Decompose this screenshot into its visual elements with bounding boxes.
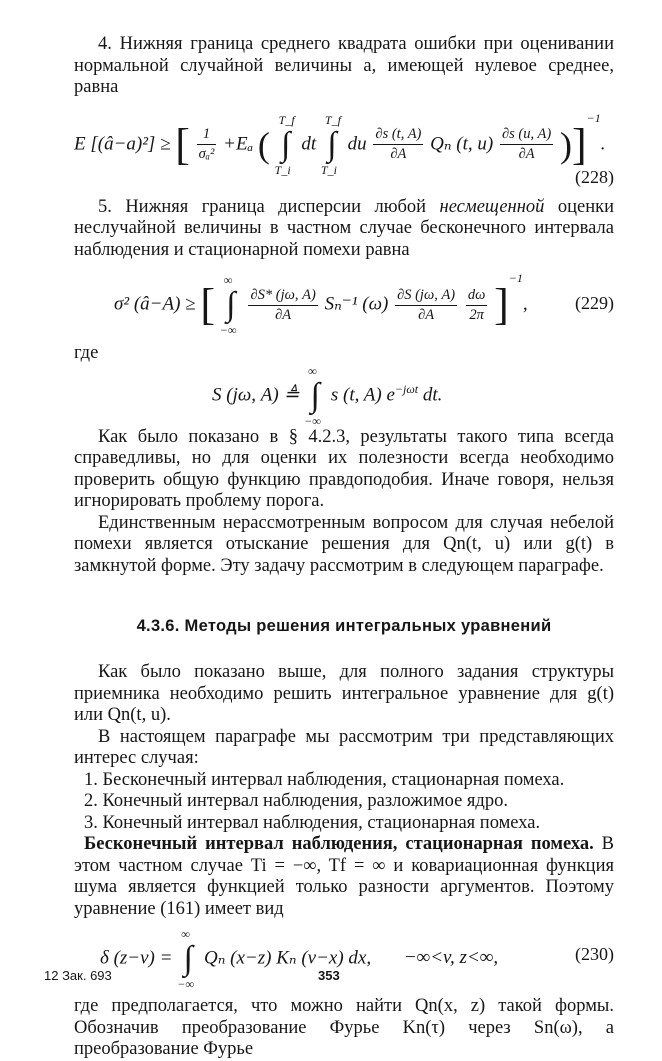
eq228-number: (228): [575, 166, 614, 187]
paragraph-unsolved: Единственным нерассмотренным вопросом для случая небелой помехи является отыскание решения для Qn(t, u) или g(t) в замкнутой форме. Эту задачу рассмотрим в следующем параграфе.: [74, 512, 614, 576]
equation-definition: S (jω, A) ≜ ∫ ∞ −∞ s (t, A) $e^{-j\omega t}$ dt.: [212, 363, 443, 428]
eq228-fraction: $\frac{1}{\text{σₐ²}}$: [198, 126, 215, 162]
paragraph-threshold: Как было показано в § 4.2.3, результаты такого типа всегда справедливы, но для оценки их полезности всегда необходимо проверить общую функцию правдоподобия. Иначе говоря, нельзя игнорировать проблему порога.: [74, 426, 614, 511]
footer-order-number: 12 Зак. 693: [44, 968, 112, 983]
eq229-number: (229): [575, 293, 614, 313]
footer-page-number: 353: [318, 968, 340, 983]
eq230-number: (230): [575, 944, 614, 964]
equation-230: δ (z−v) = ∫ ∞ −∞ Qₙ (x−z) Kₙ (v−x) dx, −∞<v, z<∞, (230): [100, 927, 614, 991]
eq228-partial-2: $\frac{\partial s (u, A)}{\partial A}$: [502, 126, 552, 162]
page-body: [74, 34, 614, 1061]
case-item-1: 1. Бесконечный интервал наблюдения, стационарная помеха.: [84, 769, 565, 790]
eq228-plus-e: +Eₐ: [223, 132, 254, 154]
paragraph-lower-bound-mse: 4. Нижняя граница среднего квадрата ошибки при оценивании нормальной случайной величины a, имеющей нулевое среднее, равна: [74, 34, 614, 97]
eq228-lhs: E [(â−a)²] ≥: [74, 132, 171, 154]
eq228-integral-2: ∫ T_f T_i: [320, 112, 341, 177]
cases-list: [74, 770, 614, 835]
eq228-integral-1: ∫ T_f T_i: [274, 112, 295, 177]
case-item-2: 2. Конечный интервал наблюдения, разложимое ядро.: [84, 791, 508, 811]
paragraph-methods: Как было показано выше, для полного задания структуры приемника необходимо решить интегральное уравнение для g(t) или Qn(t, u).: [74, 662, 614, 725]
case-item-3: 3. Конечный интервал наблюдения, стационарная помеха.: [84, 812, 541, 833]
eq229-lhs: σ² (â−A) ≥: [114, 293, 196, 315]
equation-228: E [(â−a)²] ≥ [ $\frac{1}{\text{σₐ²}}$ +Eₐ ( ∫ T_f T_i dt ∫ T_f T_i du $\frac{\partial s (t, A)}{\partial A}$ Qₙ (t, u) $\frac{\partial s (u, A)}{\partial A}$ )]$^{-1}$. (228): [74, 110, 614, 187]
paragraph-three-cases: В настоящем параграфе мы рассмотрим три представляющих интерес случая:: [74, 726, 614, 768]
paragraph-variance-bound: 5. Нижняя граница дисперсии любой несмещенной оценки неслучайной величины в частном случае бесконечного интервала наблюдения и стационарной помехи равна: [74, 196, 614, 260]
paragraph-case-1: Бесконечный интервал наблюдения, стационарная помеха. В этом частном случае Ti = −∞, Tf = ∞ и ковариационная функция шума является функцией только разности аргументов. Поэтому уравнение (161) имеет вид: [74, 834, 615, 919]
section-heading: 4.3.6. Методы решения интегральных уравнений: [136, 617, 552, 635]
eq228-partial-1: $\frac{\partial s (t, A)}{\partial A}$: [375, 126, 422, 162]
where-label: где: [74, 343, 99, 363]
paragraph-last: где предполагается, что можно найти Qn(x, z) такой формы. Обозначив преобразование Фурье Kn(τ) через Sn(ω), а преобразование Фурье: [74, 996, 614, 1059]
eq229-integral: ∫ ∞ −∞: [219, 273, 237, 337]
equation-229: σ² (â−A) ≥ [ ∫ ∞ −∞ $\frac{\partial S* (j\omega, A)}{\partial A}$ Sₙ⁻¹ (ω) $\frac{\partial S (j\omega, A)}{\partial A}$ $\frac{d\omega}{2\pi}$ ]$^{-1}$, (229): [114, 271, 614, 337]
